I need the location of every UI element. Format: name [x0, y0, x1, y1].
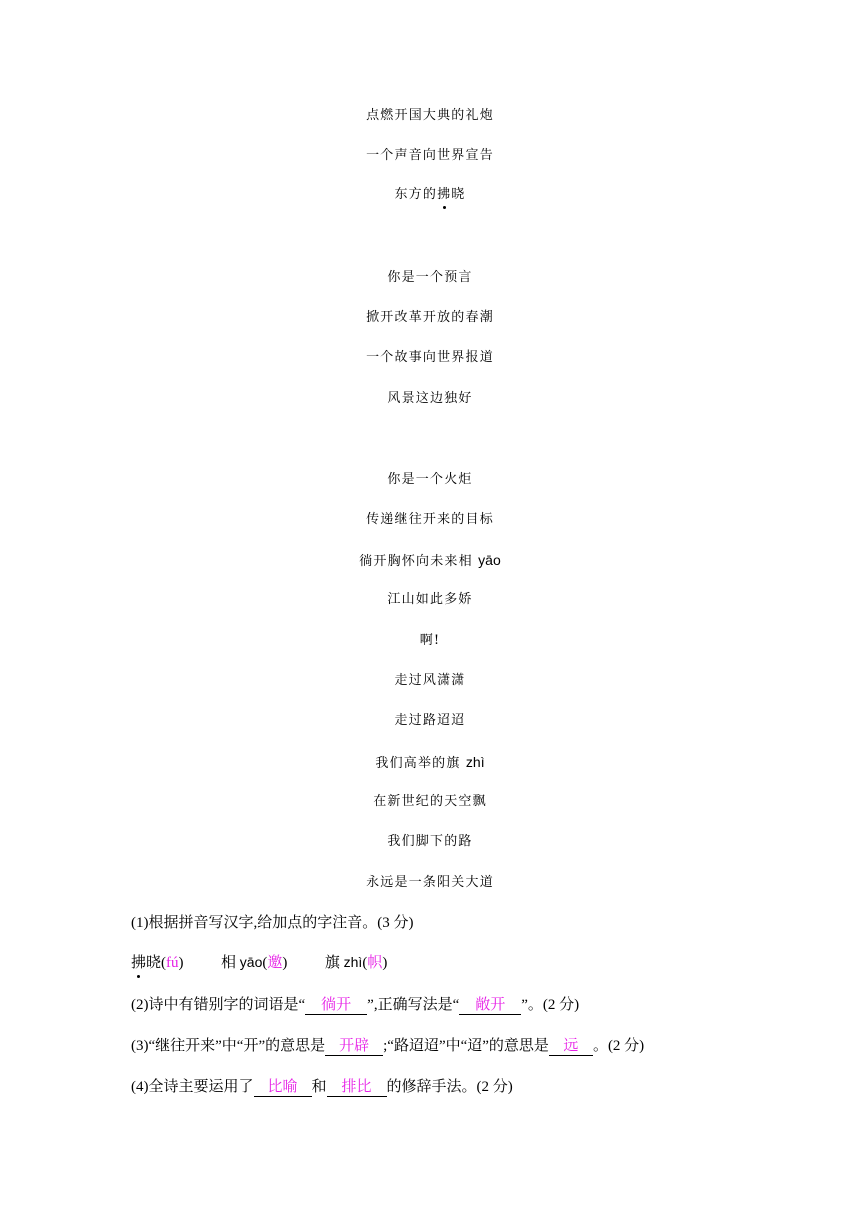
- question-1: (1)根据拼音写汉字,给加点的字注音。(3 分): [131, 915, 414, 931]
- poem-line: 江山如此多娇: [387, 592, 473, 607]
- poem-line: [0, 551, 860, 571]
- answer-blank: 开辟: [325, 1038, 383, 1056]
- poem-line: 走过风潇潇: [394, 673, 466, 688]
- q1-item1-close: ): [178, 955, 184, 971]
- q2-text: (2)诗中有错别字的词语是“: [131, 997, 306, 1013]
- q1-item2-text: 相: [221, 955, 240, 971]
- pinyin: yāo: [239, 954, 263, 970]
- poem-line: 走过路迢迢: [394, 713, 466, 728]
- poem-line: 啊!: [419, 633, 441, 648]
- q4-text: (4)全诗主要运用了: [131, 1079, 254, 1095]
- pinyin: zhì: [465, 754, 485, 770]
- q1-item2-open: (: [262, 955, 268, 971]
- poem-text: 东方的: [394, 187, 438, 202]
- q3-text: ;“路迢迢”中“迢”的意思是: [383, 1038, 549, 1054]
- answer-blank: 比喻: [254, 1079, 312, 1097]
- poem-line: 风景这边独好: [387, 391, 473, 406]
- answer-blank: 敞开: [459, 997, 521, 1015]
- q1-item3-open: (: [362, 955, 368, 971]
- q2-text: ”。(2 分): [521, 997, 580, 1013]
- answer-fu: fú: [166, 955, 179, 971]
- dotted-char: 拂: [437, 187, 452, 202]
- poem-line: 一个声音向世界宣告: [366, 148, 494, 163]
- poem-line: 点燃开国大典的礼炮: [366, 108, 494, 123]
- question-1-answers: [131, 952, 831, 973]
- q1-item3-close: ): [382, 955, 388, 971]
- question-2: [131, 995, 831, 1015]
- q1-item3-text: 旗: [324, 955, 344, 971]
- poem-line: 掀开改革开放的春潮: [366, 310, 494, 325]
- poem-line: 我们脚下的路: [387, 834, 473, 849]
- q2-text: ”,正确写法是“: [367, 997, 460, 1013]
- q1-item2-close: ): [282, 955, 288, 971]
- dotted-char: 拂: [131, 955, 147, 971]
- q3-text: 。(2 分): [592, 1038, 645, 1054]
- answer-zhi: 帜: [367, 955, 383, 971]
- poem-line: 你是一个火炬: [387, 472, 473, 487]
- answer-blank: 排比: [327, 1079, 387, 1097]
- answer-blank: 远: [549, 1038, 593, 1056]
- poem-text: 徜开胸怀向未来相: [359, 554, 479, 569]
- q4-text: 的修辞手法。(2 分): [386, 1079, 513, 1095]
- q3-text: (3)“继往开来”中“开”的意思是: [131, 1038, 326, 1054]
- poem-line: [0, 753, 860, 773]
- q1-item1-text: 晓(: [146, 955, 167, 971]
- poem-line: 在新世纪的天空飘: [373, 794, 487, 809]
- question-4: [131, 1077, 831, 1097]
- question-3: [131, 1036, 831, 1056]
- answer-blank: 徜开: [305, 997, 367, 1015]
- answer-yao: 邀: [267, 955, 283, 971]
- pinyin: zhì: [343, 954, 363, 970]
- poem-line: 你是一个预言: [387, 270, 473, 285]
- poem-line: 永远是一条阳关大道: [366, 875, 494, 890]
- poem-text: 我们高举的旗: [375, 756, 466, 771]
- pinyin: yāo: [478, 552, 501, 568]
- poem-line: [0, 186, 860, 204]
- poem-line: 一个故事向世界报道: [366, 350, 494, 365]
- q4-text: 和: [311, 1079, 327, 1095]
- poem-text: 晓: [451, 187, 466, 202]
- poem-line: 传递继往开来的目标: [366, 512, 494, 527]
